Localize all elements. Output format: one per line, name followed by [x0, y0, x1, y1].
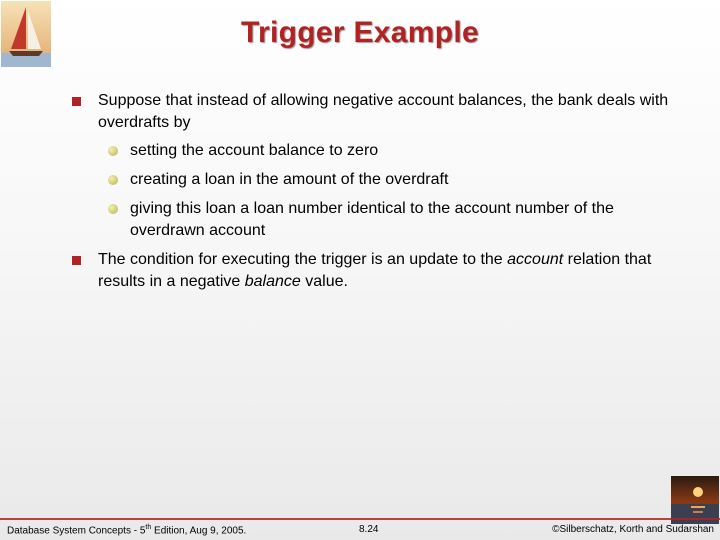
round-bullet-icon	[108, 146, 118, 156]
footer-course	[7, 524, 246, 536]
sub-bullet-1	[72, 140, 672, 162]
bullet-1-text: Suppose that instead of allowing negative account balances, the bank deals with overdrafts by	[98, 92, 669, 131]
square-bullet-icon	[72, 97, 81, 106]
footer-course-b: Edition, Aug 9, 2005.	[151, 525, 247, 537]
slide-title: Trigger Example	[241, 16, 479, 49]
sub-bullet-2	[72, 169, 672, 191]
sub-bullet-1-text: setting the account balance to zero	[130, 142, 379, 159]
slide-content	[72, 90, 672, 299]
footer-copyright: ©Silberschatz, Korth and Sudarshan	[552, 524, 714, 535]
bullet-2-text-c: relation that results in a negative	[98, 251, 652, 290]
round-bullet-icon	[108, 175, 118, 185]
sub-bullet-2-text: creating a loan in the amount of the overdraft	[130, 171, 449, 188]
bullet-2-italic-balance: balance	[244, 273, 301, 290]
sunset-image	[671, 476, 719, 524]
sub-bullet-3-text: giving this loan a loan number identical to the account number of the overdrawn account	[130, 200, 614, 239]
footer-page-number: 8.24	[359, 524, 379, 535]
bullet-2-text-a: The condition for executing the trigger is an update to the	[98, 251, 508, 268]
bullet-2	[72, 249, 672, 293]
footer-course-a: Database System Concepts - 5	[7, 525, 146, 537]
round-bullet-icon	[108, 204, 118, 214]
square-bullet-icon	[72, 256, 81, 265]
bullet-1	[72, 90, 672, 134]
bullet-2-text-e: value.	[300, 273, 348, 290]
bullet-2-italic-account: account	[507, 251, 564, 268]
sub-bullet-3	[72, 198, 672, 242]
footer-course-sup: th	[145, 524, 152, 531]
footer-divider	[0, 518, 720, 520]
